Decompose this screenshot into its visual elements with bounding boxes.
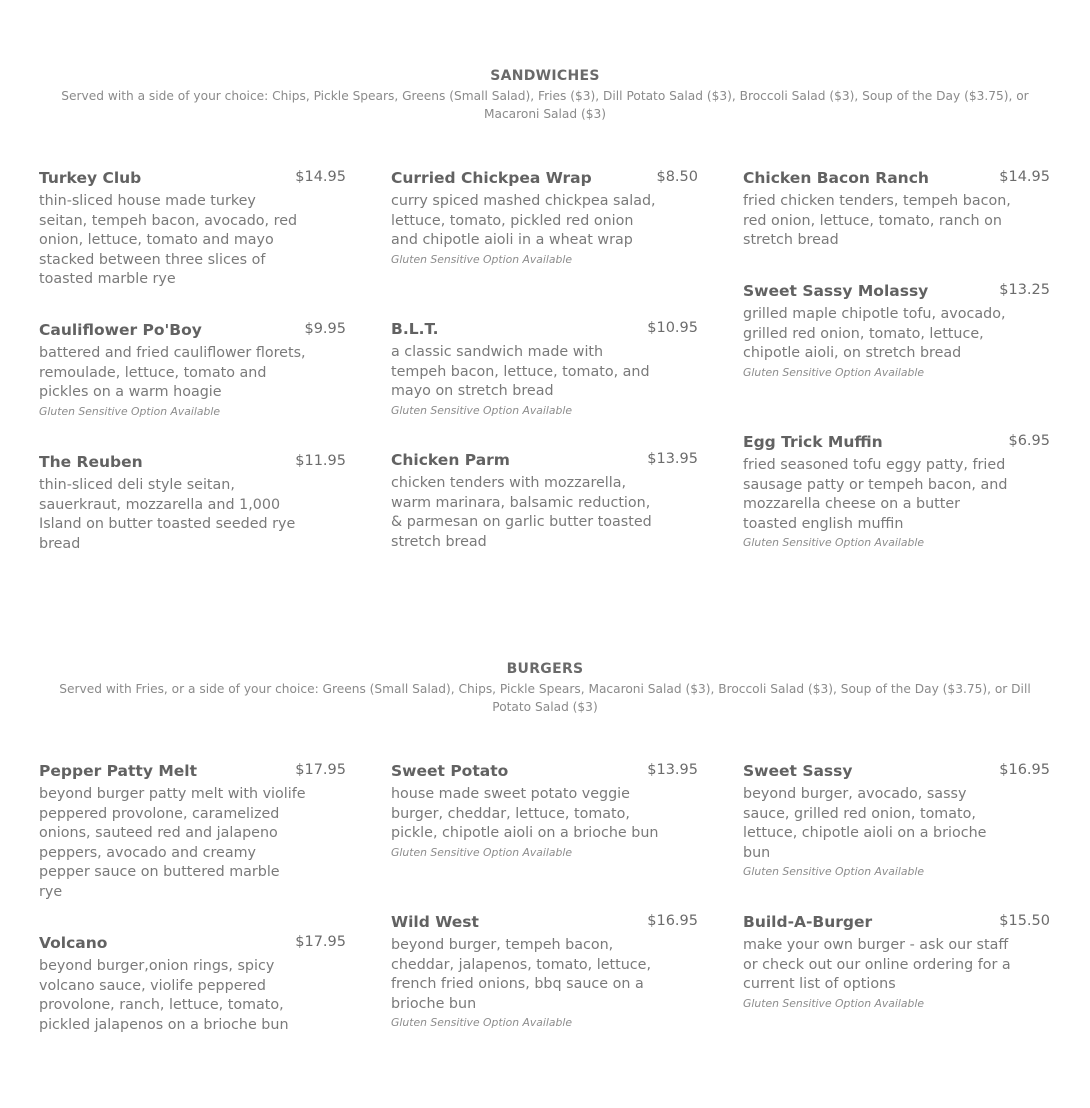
item-description <box>39 344 307 420</box>
item-description <box>743 456 1011 551</box>
item-name: Turkey Club <box>39 169 142 187</box>
item-description-text: beyond burger,onion rings, spicy volcano sauce, violife peppered provolone, ranch, lettuce, tomato, pickled jalapenos on a brioche bun <box>39 958 289 1033</box>
item-price: $14.95 <box>295 169 346 185</box>
item-name: Chicken Bacon Ranch <box>743 169 929 187</box>
item-name: Sweet Sassy <box>743 762 853 780</box>
item-description-text: beyond burger patty melt with violife peppered provolone, caramelized onions, sauteed red and jalapeno peppers, avocado and creamy pepper sauce on buttered marble rye <box>39 786 306 900</box>
gluten-sensitive-note: Gluten Sensitive Option Available <box>391 252 572 266</box>
section-subtitle: Served with a side of your choice: Chips, Pickle Spears, Greens (Small Salad), Fries ($3), Dill Potato Salad ($3), Broccoli Salad ($3), Soup of the Day ($3.75), or Macaroni Salad ($3) <box>61 89 1029 121</box>
item-description-text: grilled maple chipotle tofu, avocado, grilled red onion, tomato, lettuce, chipotle aioli, on stretch bread <box>743 306 1006 361</box>
item-description-text: a classic sandwich made with tempeh bacon, lettuce, tomato, and mayo on stretch bread <box>391 344 650 399</box>
item-description <box>391 192 659 268</box>
item-name: Egg Trick Muffin <box>743 433 883 451</box>
item-description-text: thin-sliced deli style seitan, sauerkraut, mozzarella and 1,000 Island on butter toasted seeded rye bread <box>39 477 296 552</box>
item-name: Build-A-Burger <box>743 913 873 931</box>
item-description <box>743 936 1011 1012</box>
item-name: The Reuben <box>39 453 143 471</box>
section-title: BURGERS <box>506 661 584 677</box>
item-description <box>743 192 1011 251</box>
item-description-text: beyond burger, avocado, sassy sauce, grilled red onion, tomato, lettuce, chipotle aioli on a brioche bun <box>743 786 987 861</box>
item-description-text: make your own burger - ask our staff or check out our online ordering for a current list of options <box>743 937 1011 992</box>
gluten-sensitive-note: Gluten Sensitive Option Available <box>743 365 924 379</box>
section-title: SANDWICHES <box>490 68 600 84</box>
item-name: Sweet Sassy Molassy <box>743 282 929 300</box>
item-description <box>39 192 307 290</box>
sandwiches-section <box>0 67 1090 123</box>
item-price: $13.95 <box>647 451 698 467</box>
item-price: $13.95 <box>647 762 698 778</box>
item-description <box>391 474 659 552</box>
item-name: Pepper Patty Melt <box>39 762 197 780</box>
item-price: $13.25 <box>999 282 1050 298</box>
item-price: $17.95 <box>295 934 346 950</box>
gluten-sensitive-note: Gluten Sensitive Option Available <box>391 845 572 859</box>
item-description-text: fried chicken tenders, tempeh bacon, red onion, lettuce, tomato, ranch on stretch bread <box>743 193 1011 248</box>
gluten-sensitive-note: Gluten Sensitive Option Available <box>39 404 220 418</box>
section-subtitle: Served with Fries, or a side of your choice: Greens (Small Salad), Chips, Pickle Spears, Macaroni Salad ($3), Broccoli Salad ($3), Soup of the Day ($3.75), or Dill Potato Salad ($3) <box>59 682 1031 714</box>
item-name: Cauliflower Po'Boy <box>39 321 202 339</box>
item-price: $17.95 <box>295 762 346 778</box>
item-name: Chicken Parm <box>391 451 510 469</box>
item-description <box>39 476 307 554</box>
item-description <box>391 343 659 419</box>
item-description-text: thin-sliced house made turkey seitan, tempeh bacon, avocado, red onion, lettuce, tomato and mayo stacked between three slices of toasted marble rye <box>39 193 298 287</box>
item-price: $11.95 <box>295 453 346 469</box>
item-name: Wild West <box>391 913 479 931</box>
item-price: $14.95 <box>999 169 1050 185</box>
gluten-sensitive-note: Gluten Sensitive Option Available <box>391 1016 572 1029</box>
gluten-sensitive-note: Gluten Sensitive Option Available <box>743 865 924 878</box>
item-description <box>39 957 307 1035</box>
item-description <box>391 785 659 861</box>
item-price: $6.95 <box>1008 433 1050 449</box>
item-description-text: chicken tenders with mozzarella, warm marinara, balsamic reduction, & parmesan on garlic butter toasted stretch bread <box>391 475 652 550</box>
gluten-sensitive-note: Gluten Sensitive Option Available <box>743 996 924 1010</box>
item-description-text: curry spiced mashed chickpea salad, lettuce, tomato, pickled red onion and chipotle aioli in a wheat wrap <box>391 193 656 248</box>
item-description-text: battered and fried cauliflower florets, remoulade, lettuce, tomato and pickles on a warm hoagie <box>39 345 306 400</box>
item-price: $16.95 <box>999 762 1050 778</box>
gluten-sensitive-note: Gluten Sensitive Option Available <box>391 403 572 417</box>
item-description <box>743 305 1011 381</box>
item-description <box>743 785 1011 880</box>
item-name: B.L.T. <box>391 320 439 338</box>
item-price: $9.95 <box>304 321 346 337</box>
item-price: $15.50 <box>999 913 1050 929</box>
item-description <box>391 936 659 1031</box>
item-price: $16.95 <box>647 913 698 929</box>
item-name: Volcano <box>39 934 108 952</box>
item-description-text: house made sweet potato veggie burger, cheddar, lettuce, tomato, pickle, chipotle aioli on a brioche bun <box>391 786 659 841</box>
item-description-text: fried seasoned tofu eggy patty, fried sausage patty or tempeh bacon, and mozzarella cheese on a butter toasted english muffin <box>743 457 1008 532</box>
item-name: Curried Chickpea Wrap <box>391 169 592 187</box>
item-price: $8.50 <box>656 169 698 185</box>
item-name: Sweet Potato <box>391 762 509 780</box>
gluten-sensitive-note: Gluten Sensitive Option Available <box>743 536 924 549</box>
item-description <box>39 785 307 902</box>
item-price: $10.95 <box>647 320 698 336</box>
item-description-text: beyond burger, tempeh bacon, cheddar, jalapenos, tomato, lettuce, french fried onions, bbq sauce on a brioche bun <box>391 937 652 1012</box>
burgers-section <box>0 660 1090 716</box>
